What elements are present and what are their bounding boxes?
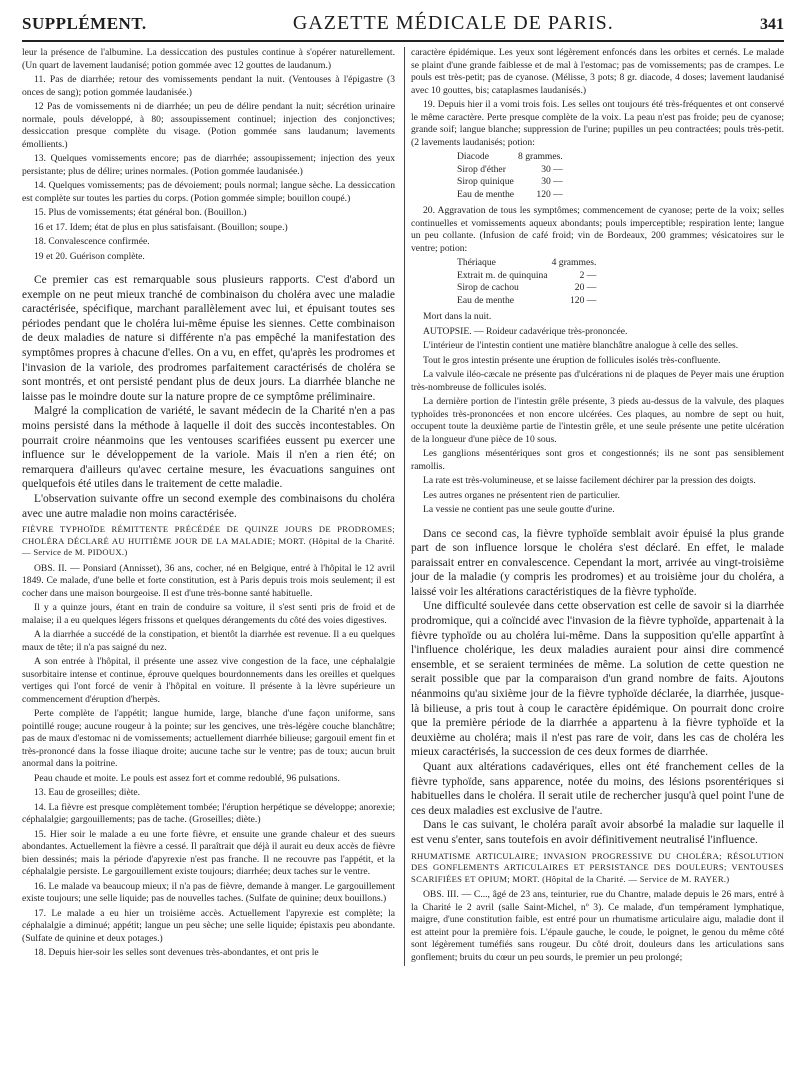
commentary-paragraph: Quant aux altérations cadavériques, elles ont été franchement celles de la fièvre typhoïde, sans apparence, notée du moins, des lésions psorentériques si habituelles dans le choléra. Il serait utile de rechercher jusqu'à quel point l'une de ces deux maladies est exclusive de l'autre. [411,761,784,817]
right-column [403,47,784,966]
prescription-row [457,164,569,177]
drug-name: Sirop de cachou [457,282,519,293]
prescription-row [457,176,569,189]
observation-entry: leur la présence de l'albumine. La dessiccation des pustules continue à s'opérer naturellement. (Un quart de lavement laudanisé; potion gommée avec 12 gouttes de laudanum.) [22,47,395,71]
observation-paragraph: 15. Hier soir le malade a eu une forte fièvre, et ensuite une grande chaleur et des sueurs abondantes. Actuellement la fièvre a cessé. Il paraîtrait que déjà il aurait eu deux accès de fièvre bien dessinés; mais la période d'apyrexie n'est pas franche. Il ne recouvre pas l'appétit, et la céphalalgie persiste. Le gargouillement existe toujours; diarrhée; deux taches sur le ventre. [22,828,395,878]
drug-name: Sirop d'éther [457,163,506,175]
observation-paragraph: 16. Le malade va beaucoup mieux; il n'a pas de fièvre, demande à manger. Le gargouillement existe toujours; une selle liquide; pas de nouvelles taches. (Sulfate de quinine; deux bouillons.) [22,880,395,905]
case-heading [22,524,395,559]
observation-entry: 20. Aggravation de tous les symptômes; commencement de cyanose; perte de la voix; selles continuelles et vomissements aqueux abondants; pouls imperceptible; respiration lente; langue un peu collante. (Infusion de café froid; vin de Bordeaux, 200 grammes; vésicatoires sur le ventre; potion: [411,205,784,254]
observation-entry: 13. Quelques vomissements encore; pas de diarrhée; assoupissement; injection des yeux persistante; plus de délire; urines normales. (Potion gommée laudanisée.) [22,153,395,177]
observation-entry: 19 et 20. Guérison complète. [34,250,145,262]
observation-entry: 11. Pas de diarrhée; retour des vomissements pendant la nuit. (Ventouses à l'épigastre (3 onces de sang); potion gommée laudanisée.) [22,74,395,98]
drug-quantity: 4 grammes. [551,257,597,268]
commentary-paragraph: Dans ce second cas, la fièvre typhoïde semblait avoir épuisé la plus grande part de son influence lorsque le choléra s'est déclaré. En effet, le malade paraissait entrer en convalescence. Cependant la mort, arrivée au vingt-troisième jour de la maladie (y compris les prodromes) et au troisième jour du choléra, a laissé voir les altérations caractéristiques de la fièvre typhoïde. [411,527,784,598]
case-heading-text: FIÈVRE TYPHOÏDE RÉMITTENTE PRÉCÉDÉE DE QUINZE JOURS DE PRODROMES; CHOLÉRA DÉCLARÉ AU HUITIÈME JOUR DE LA MALADIE; MORT. (Hôpital de la Charité. — Service de M. PIDOUX.) [22,524,395,558]
drug-name: Extrait m. de quinquina [457,269,548,281]
drug-quantity: 30 — [541,163,563,175]
observation-entry: 19. Depuis hier il a vomi trois fois. Les selles ont toujours été très-fréquentes et ont conservé le même caractère. Perte presque complète de la voix. La peau n'est pas froide; peu de cyanose; grande soif; langue blanche; suppression de l'urine; pupilles un peu contractées; pouls très-petit. (2 lavements laudanisés; potion: [411,99,784,148]
observation-paragraph: OBS. III. — C..., âgé de 23 ans, teinturier, rue du Chantre, malade depuis le 26 mars, entré à la Charité le 2 avril (salle Saint-Michel, nº 3). Ce malade, d'un tempérament lymphatique, maigre, d'une constitution faible, est entré pour un rhumatisme articulaire aigu, maladie dont il est atteint pour la première fois. L'épaule gauche, le coude, le poignet, le genou du même côté sont légèrement tuméfiés sans rougeur. Du côté droit, douleurs dans les articulations sans gonflement; bruits du cœur un peu sourds, le premier un peu prolongé; [411,889,784,963]
observation-paragraph: Perte complète de l'appétit; langue humide, large, blanche d'une façon uniforme, sans pointillé rouge; aucune rougeur à la pointe; sur les gencives, une très-légère couche blanchâtre; pas de maux d'estomac ni de vomissements; actuellement diarrhée bilieuse; gargouil ement fin et très-prononcé dans la fosse iliaque droite; aucune tache sur le ventre; pas de toux; aucun bruit anormal dans la poitrine. [22,708,395,770]
case-heading-text: RHUMATISME ARTICULAIRE; INVASION PROGRESSIVE DU CHOLÉRA; RÉSOLUTION DES GONFLEMENTS ARTICULAIRES ET PERSISTANCE DES DOULEURS; VENTOUSES SCARIFIÉES ET OPIUM; MORT. (Hôpital de la Charité. — Service de M. RAYER.) [411,850,784,884]
observation-paragraph: A la diarrhée a succédé de la constipation, et bientôt la diarrhée est revenue. Il a eu quelques maux de tête; il n'a pas saigné du nez. [22,629,395,653]
prescription-row [457,295,602,308]
autopsy-line: La valvule iléo-cæcale ne présente pas d'ulcérations ni de plaques de Peyer mais une éruption très-nombreuse de follicules isolés. [411,369,784,393]
drug-name: Eau de menthe [457,188,515,200]
case-heading [411,851,784,886]
prescription-row [457,189,569,202]
prescription-table [457,151,569,201]
prescription-row [457,151,569,164]
drug-quantity: 30 — [541,176,563,187]
observation-paragraph: OBS. II. — Ponsiard (Annisset), 36 ans, cocher, né en Belgique, entré à l'hôpital le 12 avril 1849. Ce malade, d'une belle et forte constitution, est à Paris depuis trois mois seulement; il est cocher dans une maison bourgeoise. Il est d'une très-bonne santé habituelle. [22,562,395,599]
observation-paragraph: 18. Depuis hier-soir les selles sont devenues très-abondantes, et ont pris le [34,947,319,959]
observation-entry: 12 Pas de vomissements ni de diarrhée; un peu de délire pendant la nuit; sécrétion urinaire normale, pouls développé, à 80; assoupissement continuel; injection des conjonctives; dessiccation presque complète du visage. (Potion gommée sans laudanum; lavements émollients.) [22,101,395,150]
observation-paragraph: 17. Le malade a eu hier un troisième accès. Actuellement l'apyrexie est complète; la céphalalgie a diminué; appétit; langue un peu sèche; une selle liquide; épistaxis peu abondante. (Sulfate de quinine et deux potages.) [22,907,395,944]
commentary-paragraph: Malgré la complication de variété, le savant médecin de la Charité n'en a pas moins persisté dans la méthode à laquelle il doit des succès incontestables. On pourrait croire néanmoins que les ventouses scarifiées eussent pu exercer une influence sur le développement de la variole. Mais il n'en a rien été; on remarquera d'ailleurs qu'avec certaine mesure, les évacuations sanguines ont quelquefois été utiles dans le traitement de cette maladie. [22,405,395,491]
supplement-label: SUPPLÉMENT. [22,14,147,33]
autopsy-line: Tout le gros intestin présente une éruption de follicules isolés très-confluente. [423,354,721,366]
journal-title: GAZETTE MÉDICALE DE PARIS. [292,12,614,34]
autopsy-line: Les ganglions mésentériques sont gros et congestionnés; ils ne sont pas sensiblement ramollis. [411,448,784,472]
autopsy-line: L'intérieur de l'intestin contient une matière blanchâtre analogue à celle des selles. [423,340,739,351]
drug-quantity: 20 — [574,282,597,293]
autopsy-line: Les autres organes ne présentent rien de particulier. [423,489,620,501]
left-column [22,47,403,966]
observation-paragraph: Peau chaude et moite. Le pouls est assez fort et comme redoublé, 96 pulsations. [34,772,340,784]
drug-name: Sirop quinique [457,176,514,187]
autopsy-line: Mort dans la nuit. [423,311,492,322]
autopsy-line: AUTOPSIE. — Roideur cadavérique très-prononcée. [423,325,628,337]
commentary-paragraph: L'observation suivante offre un second exemple des combinaisons du choléra avec une autre maladie non moins caractérisée. [22,492,395,520]
drug-quantity: 120 — [536,188,563,200]
observation-paragraph: 14. La fièvre est presque complètement tombée; l'éruption herpétique se développe; anorexie; céphalalgie; gargouillements; pas de tache. (Groseilles; diète.) [22,801,395,826]
autopsy-line: La dernière portion de l'intestin grêle présente, 3 pieds au-dessus de la valvule, des plaques typhoïdes très-prononcées et non encore ulcérées. Ces plaques, au nombre de sept ou huit, occupent toute la deuxième partie de l'intestin grêle, et une seule présente une petite ulcération de la longueur d'une pièce de 10 sous. [411,396,784,445]
observation-entry: 15. Plus de vomissements; état général bon. (Bouillon.) [34,207,247,218]
observation-paragraph: 13. Eau de groseilles; diète. [34,787,141,799]
prescription-row [457,257,602,270]
column-divider [404,47,405,966]
observation-paragraph: A son entrée à l'hôpital, il présente une assez vive congestion de la face, une céphalalgie susorbitaire intense et continue, éprouve quelques bourdonnements dans les oreilles et quelques vertiges qui l'ont forcé de venir à l'hôpital en voiture. Il présente à la lèvre supérieure un commencement d'éruption d'herpès. [22,656,395,705]
observation-entry: caractère épidémique. Les yeux sont légèrement enfoncés dans les orbites et cernés. Le malade se plaint d'une grande faiblesse et de mal à l'estomac; pas de vomissements; pas de crampes. Le pouls est très-petit; pas de cyanose. (Mélisse, 3 pots; 8 gr. diacode, 4 doses; lavement laudanisé avec 10 gouttes, bis; cataplasmes laudanisés.) [411,47,784,96]
commentary-paragraph: Dans le cas suivant, le choléra paraît avoir absorbé la maladie sur laquelle il est venu s'enter, sans toutefois en avoir définitivement neutralisé l'influence. [411,819,784,846]
commentary-paragraph: Une difficulté soulevée dans cette observation est celle de savoir si la diarrhée prodromique, qui a coïncidé avec l'invasion de la fièvre typhoïde, appartenait à la fièvre typhoïde ou au choléra lui-même. Dans la supposition qu'elle appartînt à l'influence cholérique, les deux maladies auraient pour ainsi dire commencé ensemble, et se seraient terminées de même. La solution de cette question ne serait possible que par la comparaison d'un grand nombre de faits. Ajoutons néanmoins qu'au sixième jour de la fièvre typhoïde déclarée, la diarrhée, jusque-là bilieuse, a pris tout à coup le caractère épidémique. On pourrait donc croire que la première période de la diarrhée a appartenu à la fièvre typhoïde et la deuxième au choléra; mais il n'est pas rare de voir, dans les cas de choléra les mieux caractérisés, la succession de ces deux formes de diarrhée. [411,600,784,759]
observation-entry: 18. Convalescence confirmée. [34,236,150,247]
drug-name: Diacode [457,151,489,162]
drug-quantity: 120 — [569,294,597,306]
observation-entry: 16 et 17. Idem; état de plus en plus satisfaisant. (Bouillon; soupe.) [34,221,288,233]
observation-paragraph: Il y a quinze jours, étant en train de conduire sa voiture, il s'est senti pris de froid et de malaise; il a eu quelques légers frissons et quelques dérangements du côté des voies digestives. [22,602,395,626]
two-column-body [22,47,784,966]
commentary-paragraph: Ce premier cas est remarquable sous plusieurs rapports. C'est d'abord un exemple on ne peut mieux tranché de combinaison du choléra avec une maladie caractérisée, spécifique, marchant parallèlement avec lui, et épuisant toutes ses périodes pendant que le choléra lui-même épuise les siennes. Cette combinaison de deux maladies de nature si différente n'a pas empêché la manifestation des symptômes propres à chacune d'elles. On a vu, en effet, qu'après les prodromes et l'invasion de la variole, des prodromes parfaitement caractérisés de choléra se sont montrés, et ont persisté pendant plus de deux jours. La diarrhée blanche ne laisse pas le moindre doute sur la nature propre de ce symptôme préliminaire. [22,274,395,403]
drug-quantity: 8 grammes. [518,151,563,162]
drug-name: Thériaque [457,257,496,268]
observation-entry: 14. Quelques vomissements; pas de dévoiement; pouls normal; langue sèche. La dessiccation est complète sur toutes les parties du corps. (Potion gommée simple; bouillon coupé.) [22,180,395,204]
autopsy-line: La vessie ne contient pas une seule goutte d'urine. [423,504,615,515]
page-header [22,12,784,42]
drug-quantity: 2 — [579,269,597,281]
page-number: 341 [759,16,784,33]
autopsy-line: La rate est très-volumineuse, et se laisse facilement déchirer par la pression des doigts. [423,475,756,486]
prescription-row [457,282,602,295]
prescription-table [457,257,602,307]
drug-name: Eau de menthe [457,294,515,306]
prescription-row [457,270,602,283]
